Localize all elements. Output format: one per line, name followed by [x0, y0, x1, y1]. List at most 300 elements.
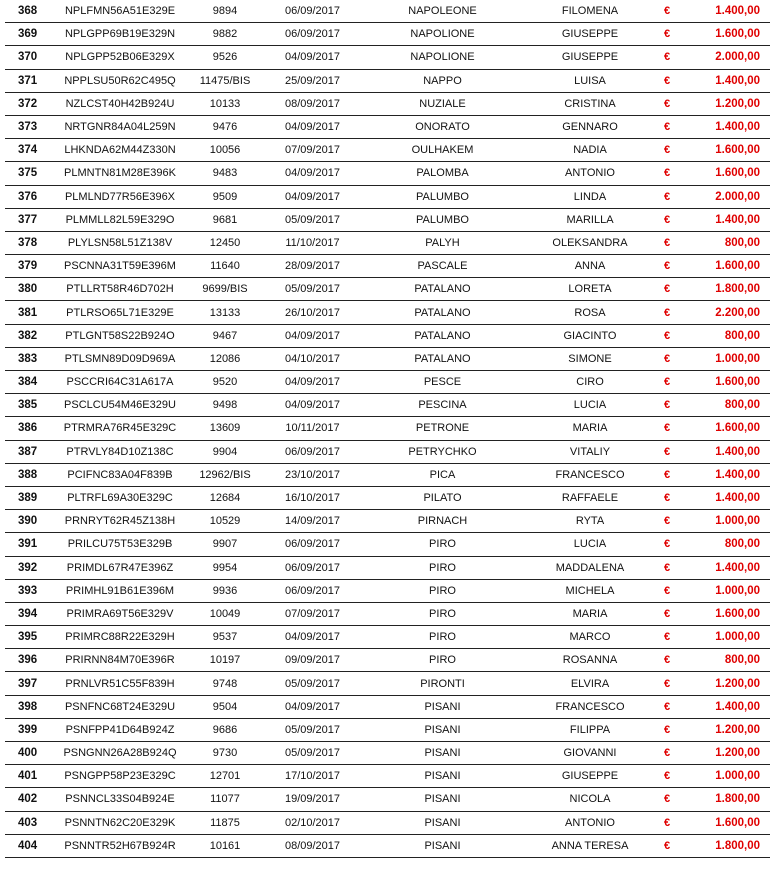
surname: PIRO: [365, 556, 520, 579]
table-row: [5, 92, 770, 115]
fiscal-code: PRIMRA69T56E329V: [50, 602, 190, 625]
date: 02/10/2017: [260, 811, 365, 834]
row-number: 395: [5, 626, 50, 649]
amount: 1.200,00: [700, 92, 770, 115]
protocol-number: 9467: [190, 324, 260, 347]
surname: PISANI: [365, 742, 520, 765]
surname: PIRO: [365, 626, 520, 649]
currency-symbol: €: [660, 672, 700, 695]
surname: PALOMBA: [365, 162, 520, 185]
currency-symbol: €: [660, 69, 700, 92]
date: 04/09/2017: [260, 162, 365, 185]
fiscal-code: PTLLRT58R46D702H: [50, 278, 190, 301]
table-row: [5, 672, 770, 695]
date: 05/09/2017: [260, 742, 365, 765]
table-row: [5, 0, 770, 23]
date: 23/10/2017: [260, 463, 365, 486]
currency-symbol: €: [660, 742, 700, 765]
amount: 1.400,00: [700, 69, 770, 92]
surname: PETRONE: [365, 417, 520, 440]
table-row: [5, 440, 770, 463]
surname: PISANI: [365, 765, 520, 788]
row-number: 376: [5, 185, 50, 208]
first-name: GIOVANNI: [520, 742, 660, 765]
table-row: [5, 162, 770, 185]
fiscal-code: PTRVLY84D10Z138C: [50, 440, 190, 463]
amount: 1.600,00: [700, 371, 770, 394]
row-number: 399: [5, 718, 50, 741]
currency-symbol: €: [660, 533, 700, 556]
protocol-number: 9483: [190, 162, 260, 185]
currency-symbol: €: [660, 371, 700, 394]
first-name: ANNA TERESA: [520, 834, 660, 857]
protocol-number: 9526: [190, 46, 260, 69]
fiscal-code: NPPLSU50R62C495Q: [50, 69, 190, 92]
currency-symbol: €: [660, 718, 700, 741]
amount: 800,00: [700, 533, 770, 556]
surname: PETRYCHKO: [365, 440, 520, 463]
row-number: 370: [5, 46, 50, 69]
currency-symbol: €: [660, 463, 700, 486]
protocol-number: 9907: [190, 533, 260, 556]
first-name: FILOMENA: [520, 0, 660, 23]
row-number: 403: [5, 811, 50, 834]
currency-symbol: €: [660, 46, 700, 69]
protocol-number: 9748: [190, 672, 260, 695]
amount: 800,00: [700, 231, 770, 254]
amount: 2.000,00: [700, 185, 770, 208]
currency-symbol: €: [660, 115, 700, 138]
row-number: 393: [5, 579, 50, 602]
amount: 1.400,00: [700, 486, 770, 509]
protocol-number: 9936: [190, 579, 260, 602]
surname: NUZIALE: [365, 92, 520, 115]
surname: PIRO: [365, 649, 520, 672]
currency-symbol: €: [660, 626, 700, 649]
surname: PISANI: [365, 834, 520, 857]
fiscal-code: PSNGPP58P23E329C: [50, 765, 190, 788]
currency-symbol: €: [660, 301, 700, 324]
row-number: 392: [5, 556, 50, 579]
currency-symbol: €: [660, 440, 700, 463]
date: 06/09/2017: [260, 556, 365, 579]
fiscal-code: PSCNNA31T59E396M: [50, 255, 190, 278]
first-name: LORETA: [520, 278, 660, 301]
date: 04/09/2017: [260, 46, 365, 69]
fiscal-code: PTLRSO65L71E329E: [50, 301, 190, 324]
amount: 800,00: [700, 324, 770, 347]
date: 06/09/2017: [260, 533, 365, 556]
table-row: [5, 579, 770, 602]
table-row: [5, 788, 770, 811]
first-name: LUISA: [520, 69, 660, 92]
first-name: ANNA: [520, 255, 660, 278]
row-number: 394: [5, 602, 50, 625]
protocol-number: 9504: [190, 695, 260, 718]
currency-symbol: €: [660, 556, 700, 579]
fiscal-code: PRNRYT62R45Z138H: [50, 510, 190, 533]
fiscal-code: PLMLND77R56E396X: [50, 185, 190, 208]
first-name: GENNARO: [520, 115, 660, 138]
currency-symbol: €: [660, 23, 700, 46]
table-row: [5, 510, 770, 533]
protocol-number: 9498: [190, 394, 260, 417]
fiscal-code: NPLGPP52B06E329X: [50, 46, 190, 69]
table-row: [5, 463, 770, 486]
currency-symbol: €: [660, 765, 700, 788]
surname: PALYH: [365, 231, 520, 254]
first-name: LUCIA: [520, 533, 660, 556]
amount: 1.000,00: [700, 765, 770, 788]
first-name: ROSA: [520, 301, 660, 324]
date: 16/10/2017: [260, 486, 365, 509]
currency-symbol: €: [660, 231, 700, 254]
amount: 1.800,00: [700, 788, 770, 811]
protocol-number: 13133: [190, 301, 260, 324]
row-number: 380: [5, 278, 50, 301]
row-number: 390: [5, 510, 50, 533]
currency-symbol: €: [660, 139, 700, 162]
currency-symbol: €: [660, 602, 700, 625]
protocol-number: 9476: [190, 115, 260, 138]
fiscal-code: PSNNCL33S04B924E: [50, 788, 190, 811]
protocol-number: 9681: [190, 208, 260, 231]
currency-symbol: €: [660, 834, 700, 857]
amount: 2.200,00: [700, 301, 770, 324]
currency-symbol: €: [660, 347, 700, 370]
surname: PIRONTI: [365, 672, 520, 695]
table-row: [5, 626, 770, 649]
first-name: ELVIRA: [520, 672, 660, 695]
table-row: [5, 742, 770, 765]
surname: NAPOLEONE: [365, 0, 520, 23]
date: 08/09/2017: [260, 834, 365, 857]
protocol-number: 10133: [190, 92, 260, 115]
fiscal-code: PSNGNN26A28B924Q: [50, 742, 190, 765]
amount: 800,00: [700, 394, 770, 417]
table-row: [5, 46, 770, 69]
date: 11/10/2017: [260, 231, 365, 254]
currency-symbol: €: [660, 510, 700, 533]
surname: PESCINA: [365, 394, 520, 417]
fiscal-code: PLMMLL82L59E329O: [50, 208, 190, 231]
fiscal-code: NPLGPP69B19E329N: [50, 23, 190, 46]
surname: PATALANO: [365, 347, 520, 370]
protocol-number: 12962/BIS: [190, 463, 260, 486]
fiscal-code: PSNFNC68T24E329U: [50, 695, 190, 718]
date: 04/09/2017: [260, 695, 365, 718]
protocol-number: 12086: [190, 347, 260, 370]
date: 17/10/2017: [260, 765, 365, 788]
protocol-number: 11640: [190, 255, 260, 278]
table-row: [5, 602, 770, 625]
row-number: 404: [5, 834, 50, 857]
amount: 1.600,00: [700, 23, 770, 46]
row-number: 377: [5, 208, 50, 231]
date: 04/09/2017: [260, 626, 365, 649]
fiscal-code: PLYLSN58L51Z138V: [50, 231, 190, 254]
surname: NAPPO: [365, 69, 520, 92]
row-number: 371: [5, 69, 50, 92]
surname: PIRNACH: [365, 510, 520, 533]
row-number: 400: [5, 742, 50, 765]
amount: 1.600,00: [700, 811, 770, 834]
first-name: ANTONIO: [520, 811, 660, 834]
row-number: 384: [5, 371, 50, 394]
protocol-number: 9537: [190, 626, 260, 649]
currency-symbol: €: [660, 185, 700, 208]
first-name: VITALIY: [520, 440, 660, 463]
date: 04/09/2017: [260, 324, 365, 347]
first-name: MARIA: [520, 417, 660, 440]
protocol-number: 12684: [190, 486, 260, 509]
amount: 1.400,00: [700, 695, 770, 718]
amount: 1.000,00: [700, 579, 770, 602]
row-number: 389: [5, 486, 50, 509]
fiscal-code: PRNLVR51C55F839H: [50, 672, 190, 695]
surname: PISANI: [365, 695, 520, 718]
first-name: OLEKSANDRA: [520, 231, 660, 254]
fiscal-code: PRIMRC88R22E329H: [50, 626, 190, 649]
surname: PALUMBO: [365, 208, 520, 231]
date: 28/09/2017: [260, 255, 365, 278]
currency-symbol: €: [660, 486, 700, 509]
currency-symbol: €: [660, 0, 700, 23]
surname: PATALANO: [365, 324, 520, 347]
surname: PIRO: [365, 579, 520, 602]
protocol-number: 13609: [190, 417, 260, 440]
amount: 1.000,00: [700, 510, 770, 533]
fiscal-code: PCIFNC83A04F839B: [50, 463, 190, 486]
date: 05/09/2017: [260, 672, 365, 695]
protocol-number: 11077: [190, 788, 260, 811]
table-row: [5, 811, 770, 834]
table-row: [5, 23, 770, 46]
row-number: 396: [5, 649, 50, 672]
row-number: 385: [5, 394, 50, 417]
fiscal-code: NRTGNR84A04L259N: [50, 115, 190, 138]
protocol-number: 11875: [190, 811, 260, 834]
first-name: LINDA: [520, 185, 660, 208]
table-row: [5, 533, 770, 556]
fiscal-code: PLMNTN81M28E396K: [50, 162, 190, 185]
amount: 1.400,00: [700, 556, 770, 579]
first-name: MARILLA: [520, 208, 660, 231]
row-number: 398: [5, 695, 50, 718]
surname: PILATO: [365, 486, 520, 509]
row-number: 381: [5, 301, 50, 324]
table-row: [5, 301, 770, 324]
protocol-number: 9730: [190, 742, 260, 765]
amount: 1.800,00: [700, 834, 770, 857]
date: 06/09/2017: [260, 23, 365, 46]
currency-symbol: €: [660, 255, 700, 278]
fiscal-code: NZLCST40H42B924U: [50, 92, 190, 115]
first-name: FRANCESCO: [520, 463, 660, 486]
table-row: [5, 834, 770, 857]
first-name: SIMONE: [520, 347, 660, 370]
surname: OULHAKEM: [365, 139, 520, 162]
date: 25/09/2017: [260, 69, 365, 92]
table-body: [5, 0, 770, 857]
protocol-number: 9904: [190, 440, 260, 463]
first-name: NICOLA: [520, 788, 660, 811]
row-number: 383: [5, 347, 50, 370]
protocol-number: 11475/BIS: [190, 69, 260, 92]
amount: 1.600,00: [700, 602, 770, 625]
date: 06/09/2017: [260, 440, 365, 463]
first-name: CRISTINA: [520, 92, 660, 115]
table-row: [5, 69, 770, 92]
surname: PISANI: [365, 788, 520, 811]
first-name: MARCO: [520, 626, 660, 649]
surname: NAPOLIONE: [365, 23, 520, 46]
first-name: GIUSEPPE: [520, 765, 660, 788]
date: 10/11/2017: [260, 417, 365, 440]
table-row: [5, 371, 770, 394]
surname: PASCALE: [365, 255, 520, 278]
amount: 1.400,00: [700, 208, 770, 231]
date: 04/10/2017: [260, 347, 365, 370]
protocol-number: 9954: [190, 556, 260, 579]
fiscal-code: PLTRFL69A30E329C: [50, 486, 190, 509]
currency-symbol: €: [660, 92, 700, 115]
row-number: 375: [5, 162, 50, 185]
protocol-number: 9520: [190, 371, 260, 394]
row-number: 369: [5, 23, 50, 46]
currency-symbol: €: [660, 278, 700, 301]
currency-symbol: €: [660, 324, 700, 347]
table-row: [5, 208, 770, 231]
currency-symbol: €: [660, 208, 700, 231]
surname: PIRO: [365, 602, 520, 625]
surname: ONORATO: [365, 115, 520, 138]
first-name: NADIA: [520, 139, 660, 162]
amount: 800,00: [700, 649, 770, 672]
surname: PALUMBO: [365, 185, 520, 208]
date: 26/10/2017: [260, 301, 365, 324]
currency-symbol: €: [660, 649, 700, 672]
date: 04/09/2017: [260, 115, 365, 138]
amount: 1.400,00: [700, 115, 770, 138]
fiscal-code: PRIRNN84M70E396R: [50, 649, 190, 672]
amount: 1.200,00: [700, 742, 770, 765]
row-number: 388: [5, 463, 50, 486]
date: 05/09/2017: [260, 278, 365, 301]
first-name: MARIA: [520, 602, 660, 625]
table-row: [5, 394, 770, 417]
table-row: [5, 718, 770, 741]
amount: 1.600,00: [700, 255, 770, 278]
currency-symbol: €: [660, 788, 700, 811]
protocol-number: 10529: [190, 510, 260, 533]
first-name: ANTONIO: [520, 162, 660, 185]
amount: 1.400,00: [700, 463, 770, 486]
row-number: 386: [5, 417, 50, 440]
fiscal-code: NPLFMN56A51E329E: [50, 0, 190, 23]
amount: 1.600,00: [700, 162, 770, 185]
date: 06/09/2017: [260, 579, 365, 602]
amount: 1.600,00: [700, 417, 770, 440]
fiscal-code: LHKNDA62M44Z330N: [50, 139, 190, 162]
protocol-number: 10197: [190, 649, 260, 672]
first-name: LUCIA: [520, 394, 660, 417]
protocol-number: 9686: [190, 718, 260, 741]
first-name: FILIPPA: [520, 718, 660, 741]
fiscal-code: PRIMHL91B61E396M: [50, 579, 190, 602]
surname: PISANI: [365, 718, 520, 741]
amount: 2.000,00: [700, 46, 770, 69]
first-name: GIACINTO: [520, 324, 660, 347]
fiscal-code: PSNFPP41D64B924Z: [50, 718, 190, 741]
fiscal-code: PRILCU75T53E329B: [50, 533, 190, 556]
table-row: [5, 556, 770, 579]
date: 05/09/2017: [260, 718, 365, 741]
table-row: [5, 417, 770, 440]
surname: PIRO: [365, 533, 520, 556]
fiscal-code: PSNNTR52H67B924R: [50, 834, 190, 857]
first-name: MICHELA: [520, 579, 660, 602]
currency-symbol: €: [660, 811, 700, 834]
first-name: MADDALENA: [520, 556, 660, 579]
date: 07/09/2017: [260, 139, 365, 162]
fiscal-code: PSCCRI64C31A617A: [50, 371, 190, 394]
row-number: 387: [5, 440, 50, 463]
fiscal-code: PTLSMN89D09D969A: [50, 347, 190, 370]
row-number: 378: [5, 231, 50, 254]
first-name: GIUSEPPE: [520, 46, 660, 69]
fiscal-code: PSCLCU54M46E329U: [50, 394, 190, 417]
row-number: 397: [5, 672, 50, 695]
beneficiaries-table: [5, 0, 770, 858]
table-row: [5, 695, 770, 718]
date: 08/09/2017: [260, 92, 365, 115]
row-number: 372: [5, 92, 50, 115]
surname: PISANI: [365, 811, 520, 834]
table-row: [5, 139, 770, 162]
surname: PICA: [365, 463, 520, 486]
row-number: 391: [5, 533, 50, 556]
currency-symbol: €: [660, 417, 700, 440]
date: 04/09/2017: [260, 371, 365, 394]
protocol-number: 9699/BIS: [190, 278, 260, 301]
currency-symbol: €: [660, 695, 700, 718]
date: 04/09/2017: [260, 185, 365, 208]
protocol-number: 10049: [190, 602, 260, 625]
row-number: 373: [5, 115, 50, 138]
date: 07/09/2017: [260, 602, 365, 625]
protocol-number: 10056: [190, 139, 260, 162]
protocol-number: 10161: [190, 834, 260, 857]
table-row: [5, 231, 770, 254]
row-number: 374: [5, 139, 50, 162]
row-number: 379: [5, 255, 50, 278]
table-row: [5, 347, 770, 370]
date: 04/09/2017: [260, 394, 365, 417]
date: 19/09/2017: [260, 788, 365, 811]
currency-symbol: €: [660, 394, 700, 417]
fiscal-code: PRIMDL67R47E396Z: [50, 556, 190, 579]
first-name: RAFFAELE: [520, 486, 660, 509]
row-number: 382: [5, 324, 50, 347]
first-name: GIUSEPPE: [520, 23, 660, 46]
amount: 1.400,00: [700, 0, 770, 23]
table-row: [5, 765, 770, 788]
protocol-number: 9509: [190, 185, 260, 208]
fiscal-code: PTLGNT58S22B924O: [50, 324, 190, 347]
currency-symbol: €: [660, 579, 700, 602]
table-row: [5, 324, 770, 347]
